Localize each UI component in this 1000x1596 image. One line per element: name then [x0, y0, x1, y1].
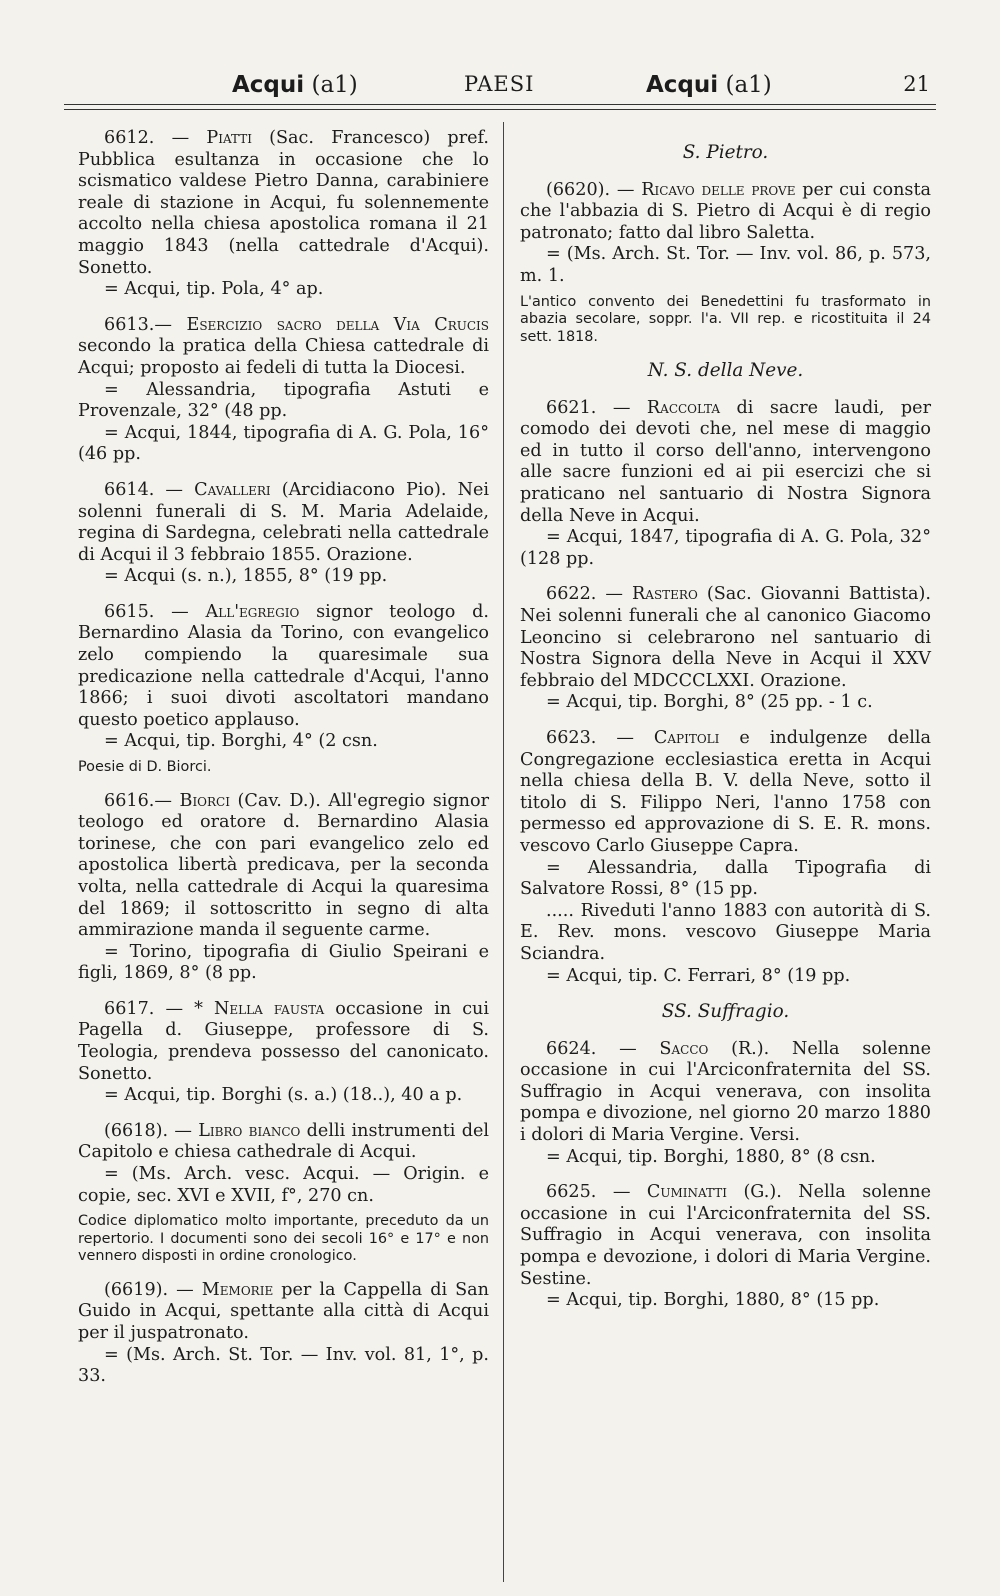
header-center: PAESI [464, 72, 535, 96]
note-6618: Codice diplomatico molto importante, preceduto da un repertorio. I documenti sono dei secoli 16° e 17° e non vennero disposti in ordine cronologico. [78, 1213, 489, 1265]
left-column [78, 128, 489, 1402]
entry-6620: (6620). — Ricavo delle prove per cui consta che l'abbazia di S. Pietro di Acqui è di regio patronato; fatto dal libro Saletta. = (Ms. Arch. St. Tor. — Inv. vol. 86, p. 573, m. 1. L'antico convento dei Benedettini fu trasformato in abazia secolare, soppr. l'a. VII rep. e ricostituita il 24 sett. 1818. [520, 179, 931, 345]
header-rule [64, 104, 936, 105]
entry-6615: 6615. — All'egregio signor teologo d. Bernardino Alasia da Torino, con evangelico zelo compiendo la quaresimale sua predicazione nella cattedrale d'Acqui, l'anno 1866; i suoi divoti ascoltatori mandano questo poetico applauso. = Acqui, tip. Borghi, 4° (2 csn. Poesie di D. Biorci. [78, 601, 489, 776]
section-heading-suffragio: SS. Suffragio. [661, 1001, 790, 1023]
entry-6625: 6625. — Cuminatti (G.). Nella solenne occasione in cui l'Arciconfraternita del SS. Suffragio in Acqui venerava, con insolita pompa e devozione, i dolori di Maria Vergine. Sestine. = Acqui, tip. Borghi, 1880, 8° (15 pp. [520, 1182, 931, 1311]
entry-6617: 6617. — * Nella fausta occasione in cui Pagella d. Giuseppe, professore di S. Teologia, prendeva possesso del canonicato. Sonetto. = Acqui, tip. Borghi (s. a.) (18..), 40 a p. [78, 998, 490, 1106]
entry-6614: 6614. — Cavalleri (Arcidiacono Pio). Nei solenni funerali di S. M. Maria Adelaide, regina di Sardegna, celebrati nella cattedrale di Acqui il 3 febbraio 1855. Orazione. = Acqui (s. n.), 1855, 8° (19 pp. [78, 479, 489, 587]
entry-6612: 6612. — Piatti (Sac. Francesco) pref. Pubblica esultanza in occasione che lo scismatico valdese Pietro Danna, carabiniere reale di stazione in Acqui, fu solennemente accolto nella chiesa apostolica romana il 21 maggio 1843 (nella cattedrale d'Acqui). Sonetto. = Acqui, tip. Pola, 4° ap. [78, 128, 489, 300]
entry-6623: 6623. — Capitoli e indulgenze della Congregazione ecclesiastica eretta in Acqui nella chiesa della B. V. della Neve, sotto il titolo di S. Filippo Neri, l'anno 1758 con permesso ed approvazione di S. E. R. mons. vescovo Carlo Giuseppe Capra. = Alessandria, dalla Tipografia di Salvatore Rossi, 8° (15 pp. ..... Riveduti l'anno 1883 con autorità di S. E. Rev. mons. vescovo Giuseppe Maria Sciandra. = Acqui, tip. C. Ferrari, 8° (19 pp. [520, 727, 931, 986]
entry-6624: 6624. — Sacco (R.). Nella solenne occasione in cui l'Arciconfraternita del SS. Suffragio in Acqui venerava, con insolita pompa e divozione, nel giorno 20 marzo 1880 i dolori di Maria Vergine. Versi. = Acqui, tip. Borghi, 1880, 8° (8 csn. [520, 1038, 931, 1167]
page-number: 21 [903, 72, 930, 96]
entry-6622: 6622. — Rastero (Sac. Giovanni Battista). Nei solenni funerali che al canonico Giacomo Leoncino si celebrarono nel santuario di Nostra Signora della Neve in Acqui il XXV febbraio del MDCCCLXXI. Orazione. = Acqui, tip. Borghi, 8° (25 pp. - 1 c. [520, 584, 931, 713]
note-6620: L'antico convento dei Benedettini fu trasformato in abazia secolare, soppr. l'a. VII rep. e ricostituita il 24 sett. 1818. [520, 293, 931, 345]
right-column [520, 128, 931, 1326]
entry-6613: 6613.— Esercizio sacro della Via Crucis secondo la pratica della Chiesa cattedrale di Acqui; proposto ai fedeli di tutta la Diocesi. = Alessandria, tipografia Astuti e Provenzale, 32° (48 pp. = Acqui, 1844, tipografia di A. G. Pola, 16° (46 pp. [78, 314, 490, 465]
note-6615: Poesie di D. Biorci. [78, 759, 212, 776]
section-heading-neve: N. S. della Neve. [647, 360, 804, 382]
header-rule-double [64, 109, 936, 110]
header-right: Acqui (a1) [646, 72, 772, 98]
entry-6618: (6618). — Libro bianco delli instrumenti del Capitolo e chiesa cathedrale di Acqui. = (Ms. Arch. vesc. Acqui. — Origin. e copie, sec. XVI e XVII, f°, 270 cn. Codice diplomatico molto importante, preceduto da un repertorio. I documenti sono dei secoli 16° e 17° e non vennero disposti in ordine cronologico. [78, 1120, 490, 1265]
section-heading-s-pietro: S. Pietro. [682, 142, 769, 163]
header-left: Acqui (a1) [232, 72, 358, 98]
entry-6616: 6616.— Biorci (Cav. D.). All'egregio signor teologo ed oratore d. Bernardino Alasia torinese, che con pari evangelico zelo ed apostolica libertà predicava, per la seconda volta, nella cattedrale di Acqui la quaresima del 1869; il sottoscritto in segno di alta ammirazione manda il seguente carme. = Torino, tipografia di Giulio Speirani e figli, 1869, 8° (8 pp. [78, 790, 489, 984]
running-header [64, 64, 936, 104]
entry-6619: (6619). — Memorie per la Cappella di San Guido in Acqui, spettante alla città di Acqui per il juspatronato. = (Ms. Arch. St. Tor. — Inv. vol. 81, 1°, p. 33. [78, 1279, 490, 1387]
entry-6621: 6621. — Raccolta di sacre laudi, per comodo dei devoti che, nel mese di maggio ed in tutto il corso dell'anno, intervengono alle sacre funzioni ed ai pii esercizi che si praticano nel santuario di Nostra Signora della Neve in Acqui. = Acqui, 1847, tipografia di A. G. Pola, 32° (128 pp. [520, 397, 931, 569]
column-divider [503, 122, 504, 1582]
